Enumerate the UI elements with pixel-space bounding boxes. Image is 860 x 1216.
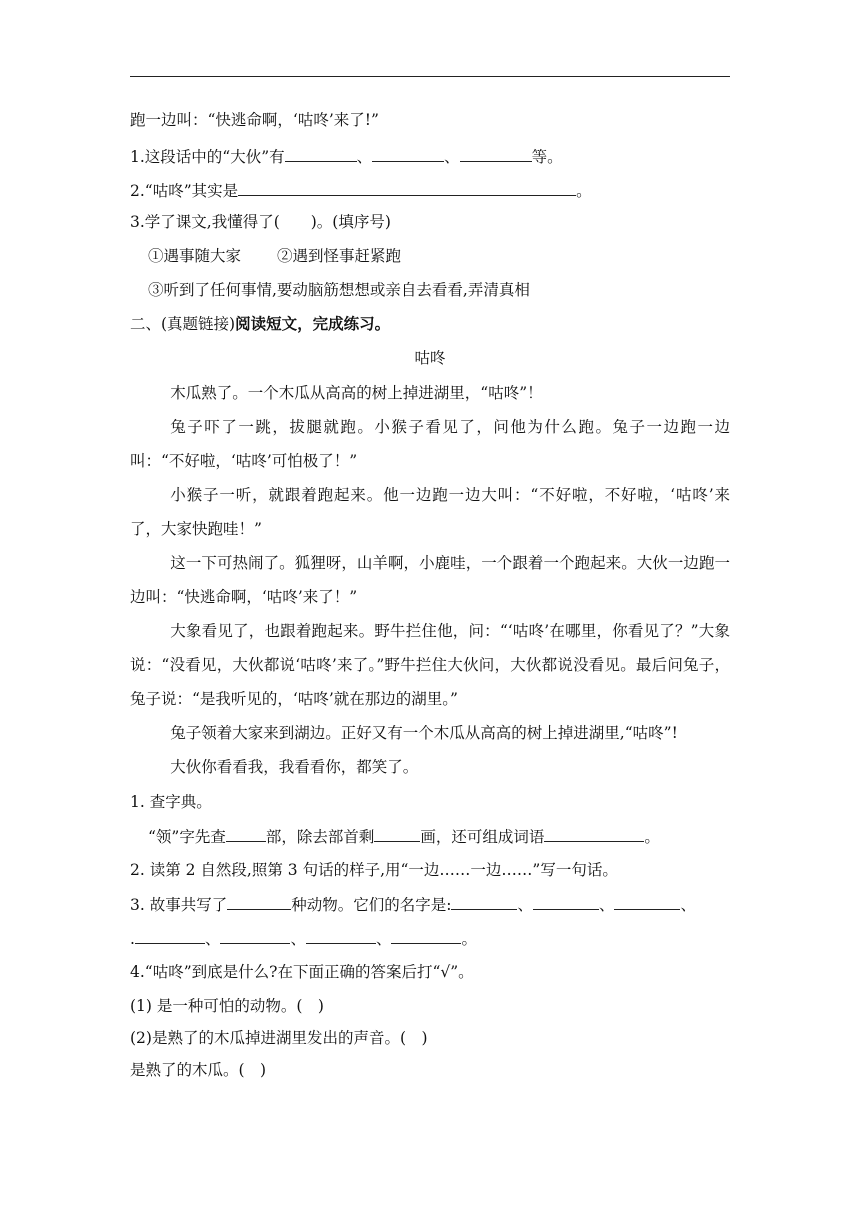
question-3: 3.学了课文,我懂得了( )。(填序号)	[130, 213, 391, 231]
answer-blank[interactable]	[227, 894, 291, 910]
exercise-4-option-2[interactable]: (2)是熟了的木瓜掉进湖里发出的声音。( )	[130, 1029, 428, 1047]
story-paragraph: 大伙你看看我，我看看你，都笑了。	[170, 758, 419, 776]
exercise-4-option-3[interactable]: 是熟了的木瓜。( )	[130, 1061, 267, 1079]
exercise-1: 1. 查字典。	[130, 793, 212, 811]
answer-blank[interactable]	[220, 928, 290, 944]
option-3: ③听到了任何事情,要动脑筋想想或亲自去看看,弄清真相	[148, 281, 530, 299]
story-paragraph: 木瓜熟了。一个木瓜从高高的树上掉进湖里，“咕咚”！	[170, 384, 543, 402]
answer-blank[interactable]	[614, 894, 680, 910]
answer-blank[interactable]	[451, 894, 517, 910]
exercise-3: 3. 故事共写了 种动物。它们的名字是: 、 、 、	[130, 896, 696, 914]
answer-blank[interactable]	[533, 894, 599, 910]
answer-blank[interactable]	[238, 180, 576, 196]
answer-blank[interactable]	[285, 146, 357, 162]
option-1: ①遇事随大家	[148, 247, 242, 265]
story-paragraph: 小猴子一听，就跟着跑起来。他一边跑一边大叫：“不好啦，不好啦，‘咕咚’来了，大家快跑哇！”	[130, 486, 730, 538]
exercise-2: 2. 读第 2 自然段,照第 3 句话的样子,用“一边……一边……”写一句话。	[130, 861, 618, 879]
exercise-4-option-1[interactable]: (1) 是一种可怕的动物。( )	[130, 997, 324, 1015]
answer-blank[interactable]	[306, 928, 376, 944]
section-2-heading: 二、(真题链接)阅读短文，完成练习。	[130, 314, 391, 333]
story-paragraph: 兔子吓了一跳，拔腿就跑。小猴子看见了，问他为什么跑。兔子一边跑一边叫：“不好啦，‘咕咚’可怕极了！”	[130, 418, 730, 470]
answer-blank[interactable]	[135, 928, 205, 944]
option-2: ②遇到怪事赶紧跑	[277, 247, 402, 265]
continuation-text: 跑一边叫：“快逃命啊，‘咕咚’来了!”	[130, 111, 379, 129]
answer-blank[interactable]	[391, 928, 461, 944]
answer-blank[interactable]	[460, 146, 532, 162]
exercise-1-detail: “领”字先查 部，除去部首剩 画，还可组成词语 。	[148, 828, 660, 846]
header-rule	[130, 76, 730, 77]
question-2: 2.“咕咚”其实是 。	[130, 182, 592, 200]
story-paragraph: 这一下可热闹了。狐狸呀，山羊啊，小鹿哇，一个跟着一个跑起来。大伙一边跑一边叫：“快逃命啊，‘咕咚’来了！”	[130, 554, 730, 606]
answer-blank[interactable]	[226, 826, 266, 842]
question-1: 1.这段话中的“大伙”有 、 、 等。	[130, 148, 563, 166]
story-paragraph: 兔子领着大家来到湖边。正好又有一个木瓜从高高的树上掉进湖里,“咕咚”!	[170, 724, 678, 742]
exercise-4: 4.“咕咚”到底是什么?在下面正确的答案后打“√”。	[130, 963, 474, 981]
story-paragraph: 大象看见了，也跟着跑起来。野牛拦住他，问：“‘咕咚’在哪里，你看见了？”大象说：“没看见，大伙都说‘咕咚’来了。”野牛拦住大伙问，大伙都说没看见。最后问兔子，兔子说：“是我听见的，‘咕咚’就在那边的湖里。”	[130, 622, 730, 708]
exercise-3-line-2: . 、 、 、 。	[130, 930, 477, 948]
question-3-options-row	[148, 246, 758, 266]
answer-blank[interactable]	[374, 826, 420, 842]
story-title: 咕咚	[414, 349, 446, 367]
answer-blank[interactable]	[372, 146, 444, 162]
answer-blank[interactable]	[544, 826, 644, 842]
